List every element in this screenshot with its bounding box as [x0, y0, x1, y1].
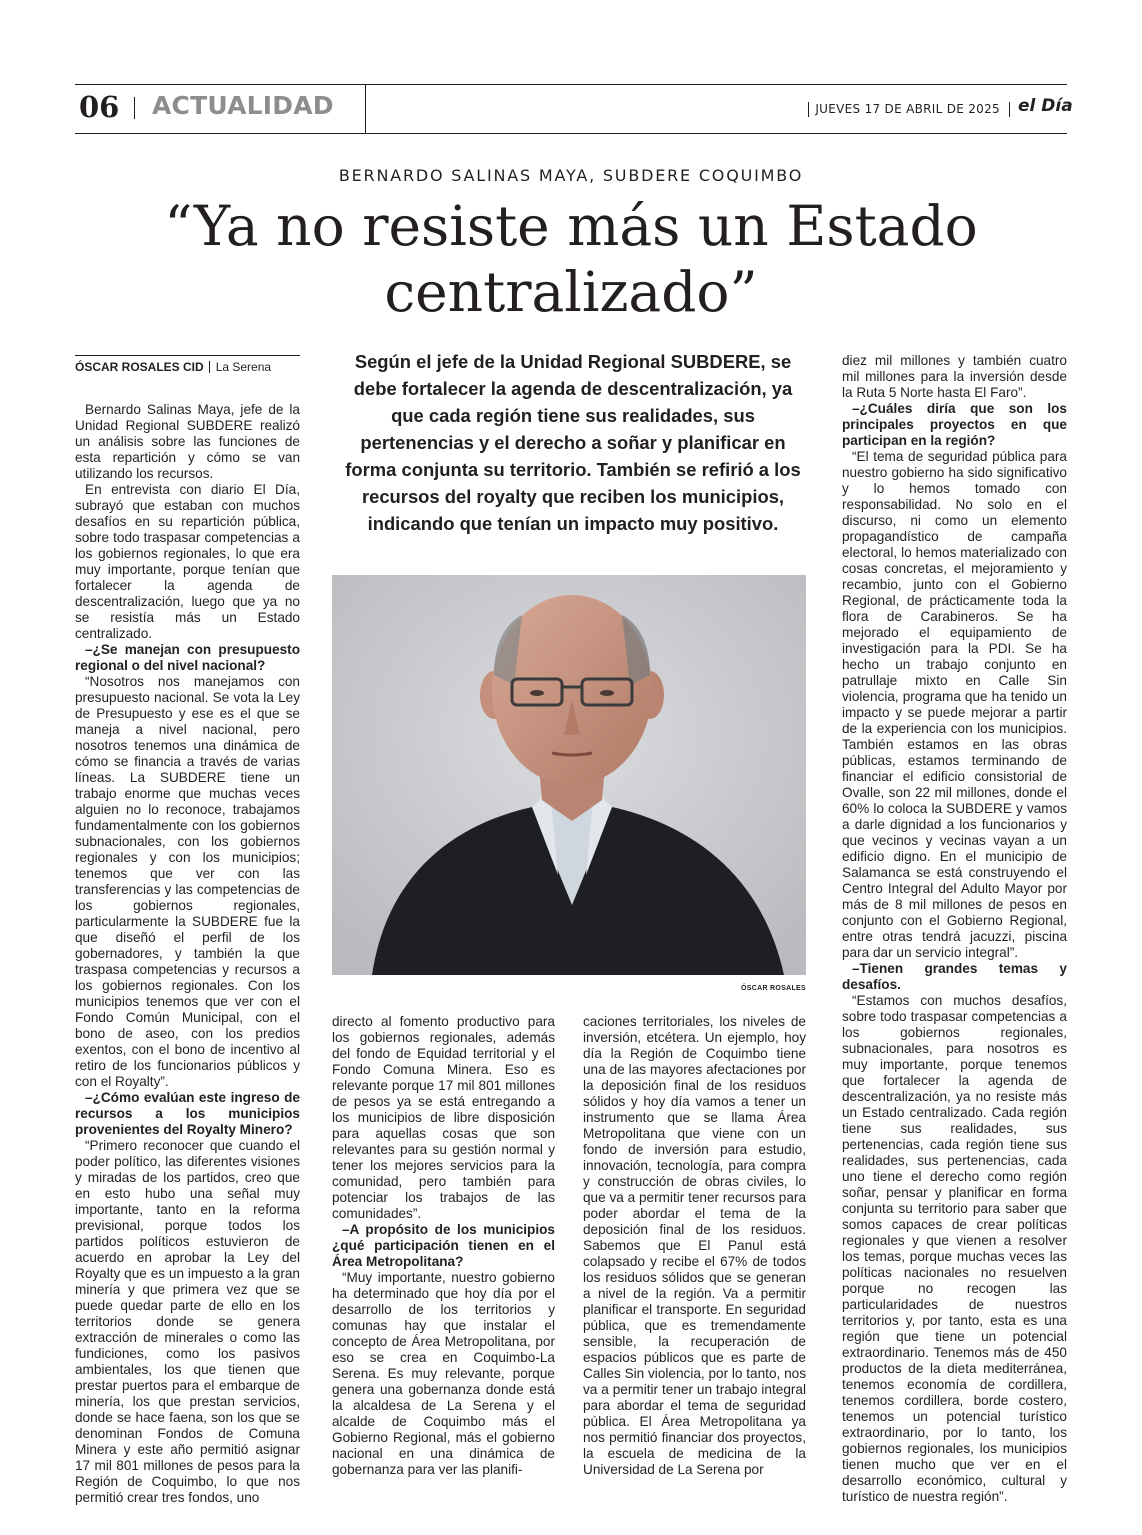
body-paragraph: “Nosotros nos manejamos con presupuesto nacional. Se vota la Ley de Presupuesto y ese es el que se maneja a nivel nacional, pero nosotros tenemos una dinámica de cómo se financia a través de varias líneas. La SUBDERE tiene un trabajo enorme que muchas veces alguien no lo reconoce, trabajamos fundamentalmente con los gobiernos subnacionales, con los gobiernos regionales y con los municipios; tenemos que ver con las transferencias y las competencias de los gobiernos regionales, particularmente la SUBDERE fue la que diseñó el perfil de los gobernadores, y también la que traspasa competencias y recursos a los gobiernos regionales. Con los municipios tenemos que ver con el Fondo Común Municipal, con el bono de aseo, con los predios exentos, con el bono de incentivo al retiro de los funcionarios públicos y con el Royalty”.: [75, 674, 300, 1089]
byline-author: ÓSCAR ROSALES CID: [75, 360, 204, 374]
body-paragraph: En entrevista con diario El Día, subrayó que estaban con muchos desafíos en su repartición pública, sobre todo traspasar competencias a los gobiernos regionales, lo que era muy importante, porque tenían que fortalecer la agenda de descentralización, luego que ya no se resistía más un Estado centralizado.: [75, 482, 300, 641]
portrait-photo: [332, 575, 806, 975]
byline-divider: [209, 361, 210, 373]
article-kicker: BERNARDO SALINAS MAYA, SUBDERE COQUIMBO: [338, 166, 804, 185]
interview-question: –¿Cómo evalúan este ingreso de recursos a los municipios provenientes del Royalty Minero?: [75, 1090, 300, 1137]
body-paragraph: directo al fomento productivo para los gobiernos regionales, además del fondo de Equidad territorial y el Fondo Comuna Minera. Eso es relevante porque 17 mil 801 millones de pesos ya se está entregando a los municipios de libre disposición para aquellas cosas que son relevantes para su gestión normal y tener los mejores servicios para la comunidad, pero también para potenciar los trabajos de las comunidades”.: [332, 1014, 555, 1221]
body-paragraph: caciones territoriales, los niveles de inversión, etcétera. Un ejemplo, hoy día la Región de Coquimbo tiene una de las mayores afectaciones por la deposición final de los residuos sólidos y hoy día vamos a tener un instrumento que se llama Área Metropolitana que viene con un fondo de inversión para estudio, innovación, tecnología, para compra y construcción de obras civiles, lo que va a permitir tener recursos para poder abordar el tema de la deposición final de los residuos. Sabemos que El Panul está colapsado y recibe el 67% de todos los residuos sólidos que se generan a nivel de la región. Va a permitir planificar el transporte. En seguridad pública, que es tremendamente sensible, la recuperación de espacios públicos que es parte de Calles Sin violencia, por lo tanto, nos va a permitir tener un trabajo integral para abordar el tema de seguridad pública. El Área Metropolitana ya nos permitió financiar dos proyectos, la escuela de medicina de la Universidad de La Serena por: [583, 1014, 806, 1477]
body-column-4: [842, 353, 1067, 1505]
body-paragraph: Bernardo Salinas Maya, jefe de la Unidad Regional SUBDERE realizó un análisis sobre las funciones de esta repartición y cómo se van utilizando los recursos.: [75, 402, 300, 481]
header-divider: [1009, 102, 1010, 117]
interview-question: –Tienen grandes temas y desafíos.: [842, 961, 1067, 992]
body-paragraph: “El tema de seguridad pública para nuestro gobierno ha sido significativo y lo hemos tomado con responsabilidad. No solo en el discurso, ni como un elemento propagandístico de campaña electoral, lo hemos materializado con cosas concretas, el mejoramiento y recambio, junto con el Gobierno Regional, de prácticamente toda la flora de Carabineros. Se ha mejorado el equipamiento de investigación para la PDI. Se ha hecho un trabajo conjunto en patrullaje mixto en Calle Sin violencia, programa que ha tenido un impacto y se puede mejorar a partir de la experiencia con los municipios. También estamos en las obras públicas, estamos terminando de financiar el edificio consistorial de Ovalle, son 22 mil millones, donde el 60% lo coloca la SUBDERE y vamos a darle dignidad a los funcionarios y que vecinos y vecinas vayan a un edificio digno. En el municipio de Salamanca se está construyendo el Centro Integral del Adulto Mayor por más de 8 mil millones de pesos en conjunto con el Gobierno Regional, entre otras tendrá jacuzzi, piscina para dar un servicio integral”.: [842, 449, 1067, 960]
body-column-3: [583, 1014, 806, 1478]
headline-line: centralizado”: [384, 260, 758, 324]
newspaper-logo: el Día: [1018, 96, 1073, 116]
body-paragraph: “Estamos con muchos desafíos, sobre todo traspasar competencias a los gobiernos regionales, subnacionales, para nosotros es muy importante, porque tenemos que fortalecer la agenda de descentralización, ya no resiste más un Estado centralizado. Cada región tiene sus realidades, sus pertenencias, cada región tiene sus realidades, sus pertenencias, cada uno tiene el derecho como región soñar, pensar y planificar en forma conjunta su territorio para saber que somos capaces de crear políticas regionales y que vienen a resolver los temas, porque muchas veces las políticas nacionales no resuelven porque no recogen las particularidades de nuestros territorios y, por tanto, esta es una región que tiene un potencial extraordinario. Tenemos más de 450 productos de la dieta mediterránea, tenemos economía de cordillera, tenemos cordillera, borde costero, tenemos un potencial turístico extraordinario, por lo tanto, los gobiernos regionales, los municipios tienen mucho que ver en el desarrollo económico, cultural y turístico de nuestra región”.: [842, 993, 1067, 1504]
headline-line: “Ya no resiste más un Estado: [164, 194, 978, 258]
interview-question: –A propósito de los municipios ¿qué participación tienen en el Área Metropolitana?: [332, 1222, 555, 1269]
portrait-illustration: [332, 575, 806, 975]
byline-location: La Serena: [215, 360, 272, 374]
issue-date: JUEVES 17 DE ABRIL DE 2025: [815, 102, 1000, 116]
body-column-2: [332, 1014, 555, 1478]
header-divider: [134, 97, 135, 119]
article-lead: Según el jefe de la Unidad Regional SUBDERE, se debe fortalecer la agenda de descentralización, ya que cada región tiene sus realidades, sus pertenencias y el derecho a soñar y planificar en forma conjunta su territorio. También se refirió a los recursos del royalty que reciben los municipios, indicando que tenían un impacto muy positivo.: [345, 351, 801, 534]
body-paragraph: “Primero reconocer que cuando el poder político, las diferentes visiones y miradas de los partidos, creo que en esto hubo una señal muy importante, tanto en la reforma previsional, porque todos los partidos políticos estuvieron de acuerdo en aprobar la Ley del Royalty que es un impuesto a la gran minería y que primera vez que se puede quedar parte de ello en los territorios donde se genera extracción de minerales o como las fundiciones, como los pasivos ambientales, los que tienen que prestar puertos para el embarque de minería, los que prestan servicios, donde se hace faena, son los que se denominan Fondos de Comuna Minera y este año permitió asignar 17 mil 801 millones de pesos para la Región de Coquimbo, lo que nos permitió crear tres fondos, uno: [75, 1138, 300, 1505]
header-divider: [808, 102, 809, 117]
body-column-1: [75, 402, 300, 1506]
header-divider: [365, 84, 366, 133]
interview-question: –¿Se manejan con presupuesto regional o del nivel nacional?: [75, 642, 300, 673]
body-paragraph: diez mil millones y también cuatro mil millones para la inversión desde la Ruta 5 Norte hasta El Faro”.: [842, 353, 1067, 400]
page-number: 06: [79, 90, 120, 124]
body-paragraph: “Muy importante, nuestro gobierno ha determinado que hoy día por el desarrollo de los territorios y comunas hay que instalar el concepto de Área Metropolitana, por eso se crea en Coquimbo-La Serena. Es muy relevante, porque genera una gobernanza donde está la alcaldesa de La Serena y el alcalde de Coquimbo más el Gobierno Regional, más el gobierno nacional en una dinámica de gobernanza para ver las planifi-: [332, 1270, 555, 1477]
interview-question: –¿Cuáles diría que son los principales proyectos en que participan en la región?: [842, 401, 1067, 448]
header-top-rule: [75, 84, 1067, 85]
photo-credit: ÓSCAR ROSALES: [741, 985, 806, 992]
section-label: ACTUALIDAD: [152, 91, 334, 120]
article-headline: [75, 193, 1067, 325]
header-bottom-rule: [75, 133, 1067, 134]
byline: [75, 355, 300, 374]
